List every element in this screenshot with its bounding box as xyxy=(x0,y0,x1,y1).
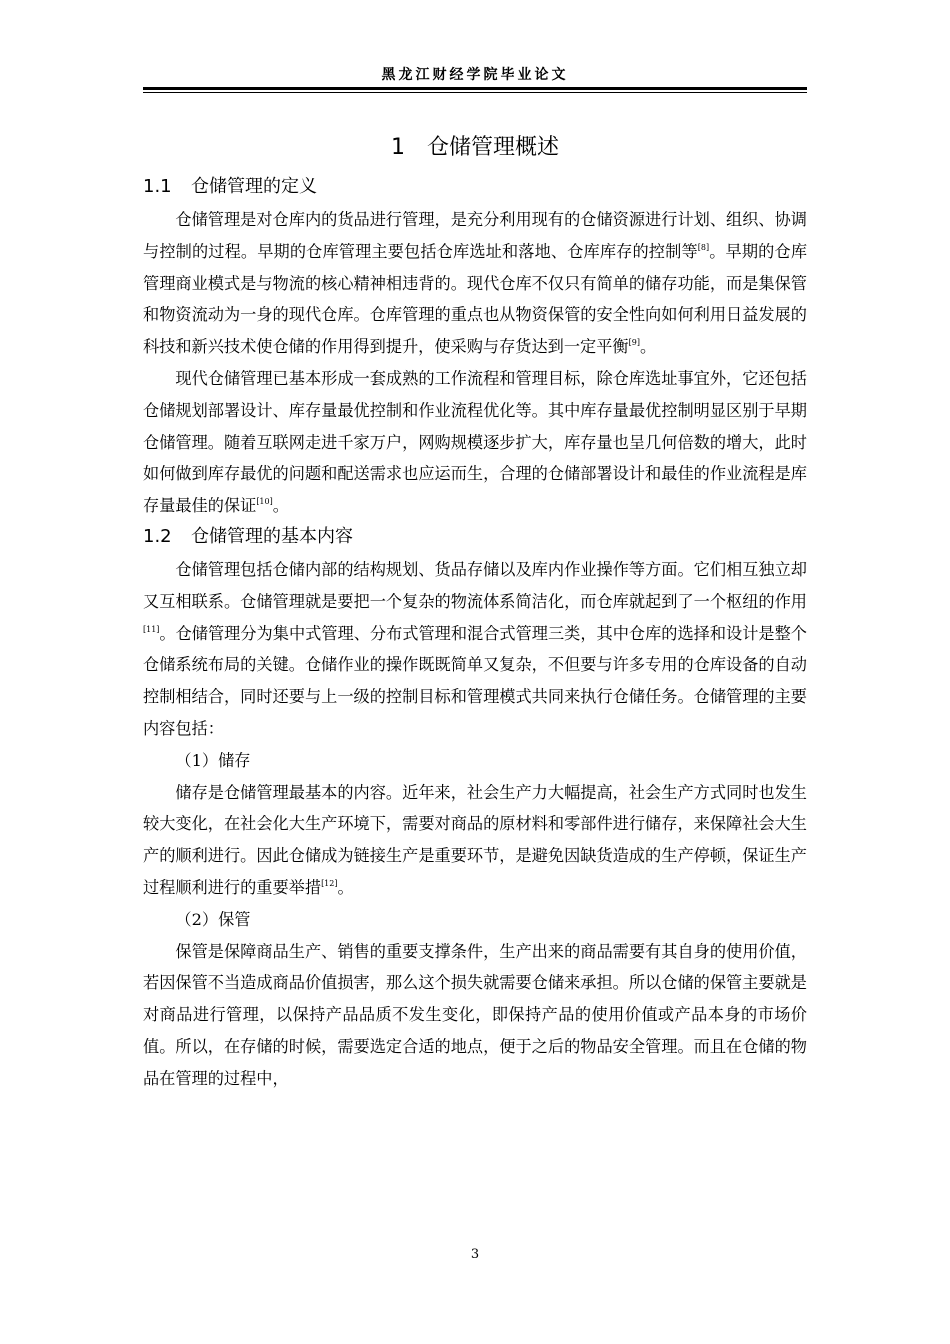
page-number: 3 xyxy=(470,1247,480,1262)
section-title: 仓储管理的定义 xyxy=(191,176,317,197)
paragraph: 仓储管理包括仓储内部的结构规划、货品存储以及库内作业操作等方面。它们相互独立却又互相联系。仓储管理就是要把一个复杂的物流体系简洁化，而仓库就起到了一个枢纽的作用[11]。仓储管理分为集中式管理、分布式管理和混合式管理三类，其中仓库的选择和设计是整个仓储系统布局的关键。仓储作业的操作既既简单又复杂，不但要与许多专用的仓库设备的自动控制相结合，同时还要与上一级的控制目标和管理模式共同来执行仓储任务。仓储管理的主要内容包括： xyxy=(143,559,807,738)
chapter-title xyxy=(143,130,807,161)
paragraph: 保管是保障商品生产、销售的重要支撑条件，生产出来的商品需要有其自身的使用价值，若因保管不当造成商品价值损害，那么这个损失就需要仓储来承担。所以仓储的保管主要就是对商品进行管理，以保持产品品质不发生变化，即保持产品的使用价值或产品本身的市场价值。所以，在存储的时候，需要选定合适的地点，便于之后的物品安全管理。而且在仓储的物品在管理的过程中， xyxy=(143,941,807,1088)
citation: [8] xyxy=(697,242,710,252)
section-title: 仓储管理的基本内容 xyxy=(191,525,353,547)
paragraph: 仓储管理是对仓库内的货品进行管理，是充分利用现有的仓储资源进行计划、组织、协调与控制的过程。早期的仓库管理主要包括仓库选址和落地、仓库库存的控制等[8]。早期的仓库管理商业模式是与物流的核心精神相违背的。现代仓库不仅只有简单的储存功能，而是集保管和物资流动为一身的现代仓库。仓库管理的重点也从物资保管的安全性向如何利用日益发展的科技和新兴技术使仓储的作用得到提升，使采购与存货达到一定平衡[9]。 xyxy=(143,210,808,357)
section-heading-1-2 xyxy=(143,522,807,554)
list-item-label: （1）储存 xyxy=(175,750,251,770)
list-item-label: （2）保管 xyxy=(175,909,251,929)
section-number: 1.1 xyxy=(143,176,172,197)
header-rule-thick xyxy=(143,87,807,90)
chapter-number: 1 xyxy=(390,135,405,160)
paragraph: 储存是仓储管理最基本的内容。近年来，社会生产力大幅提高，社会生产方式同时也发生较大变化，在社会化大生产环境下，需要对商品的原材料和零部件进行储存，来保障社会大生产的顺利进行。因此仓储成为链接生产是重要环节，是避免因缺货造成的生产停顿，保证生产过程顺利进行的重要举措[12]。 xyxy=(143,782,807,897)
citation: [12] xyxy=(321,878,338,888)
paragraph: 现代仓储管理已基本形成一套成熟的工作流程和管理目标，除仓库选址事宜外，它还包括仓储规划部署设计、库存量最优控制和作业流程优化等。其中库存量最优控制明显区别于早期仓储管理。随着互联网走进千家万户，网购规模逐步扩大，库存量也呈几何倍数的增大，此时如何做到库存最优的问题和配送需求也应运而生，合理的仓储部署设计和最佳的作业流程是库存量最佳的保证[10]。 xyxy=(143,368,807,516)
section-number: 1.2 xyxy=(143,525,172,547)
section-heading-1-1 xyxy=(143,172,807,204)
running-header: 黑龙江财经学院毕业论文 xyxy=(381,67,569,83)
citation: [9] xyxy=(628,338,640,348)
header-rule-thin xyxy=(143,92,807,93)
chapter-title-text: 仓储管理概述 xyxy=(426,135,559,160)
citation: [11] xyxy=(143,624,160,634)
body-content xyxy=(143,172,807,1095)
citation: [10] xyxy=(256,497,273,507)
